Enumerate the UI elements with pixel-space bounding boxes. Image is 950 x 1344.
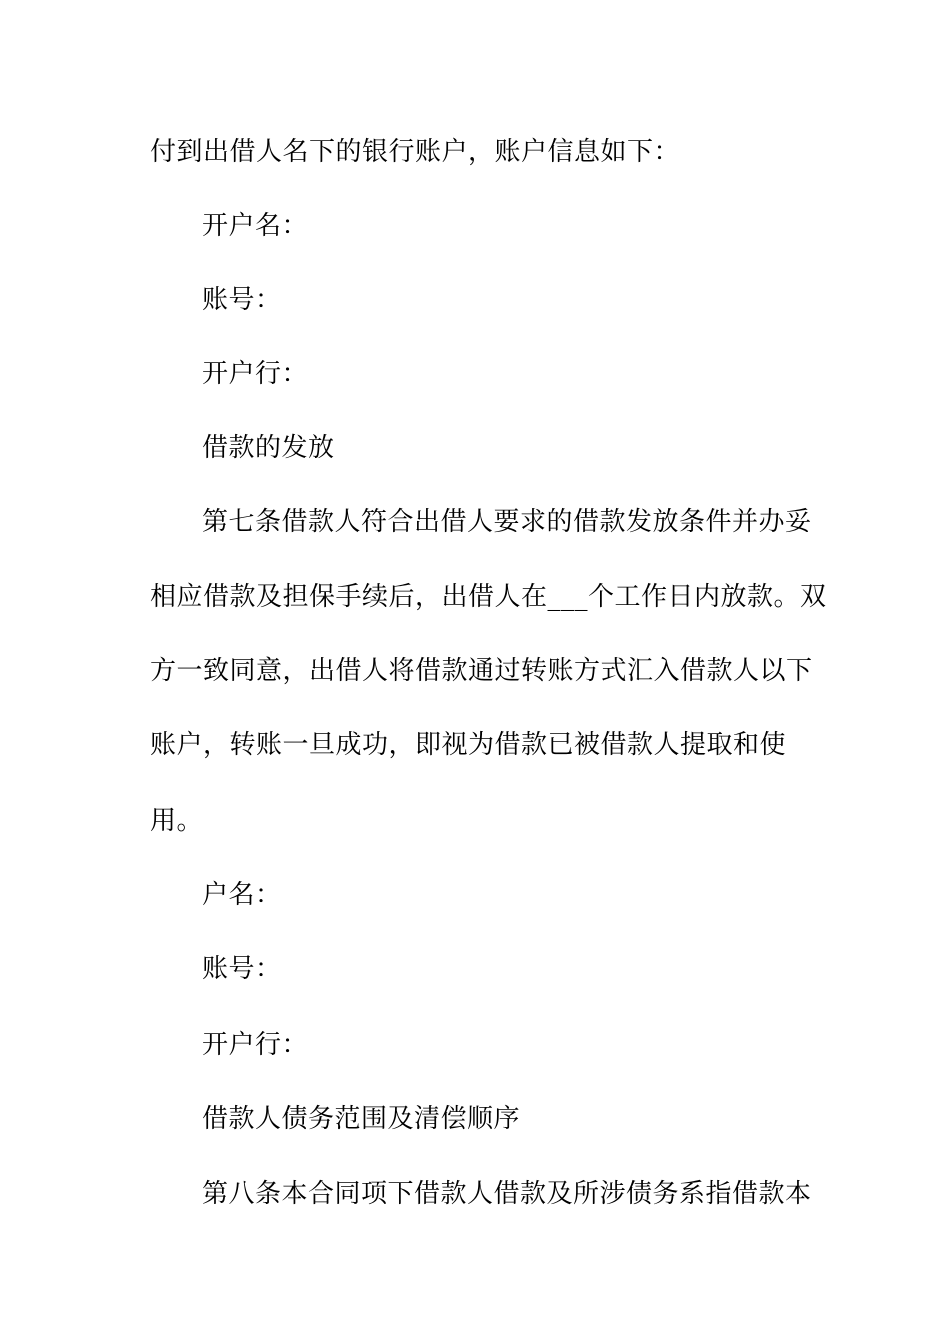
article-7-line-3: 方一致同意，出借人将借款通过转账方式汇入借款人以下 bbox=[150, 656, 813, 686]
article-8-line-1: 第八条本合同项下借款人借款及所涉债务系指借款本 bbox=[202, 1179, 812, 1209]
field-label-holder-name: 户名： bbox=[202, 880, 282, 910]
article-7-line-5: 用。 bbox=[150, 806, 204, 836]
section-heading-debt-scope: 借款人债务范围及清偿顺序 bbox=[202, 1104, 521, 1134]
section-heading-disbursement: 借款的发放 bbox=[202, 433, 335, 463]
field-label-bank: 开户行： bbox=[202, 359, 309, 389]
field-label-bank-2: 开户行： bbox=[202, 1030, 309, 1060]
paragraph-continuation: 付到出借人名下的银行账户，账户信息如下： bbox=[150, 137, 681, 167]
field-label-account-number-2: 账号： bbox=[202, 954, 282, 984]
field-label-account-number: 账号： bbox=[202, 285, 282, 315]
article-7-line-4: 账户，转账一旦成功，即视为借款已被借款人提取和使 bbox=[150, 730, 787, 760]
article-7-line-2: 相应借款及担保手续后，出借人在___个工作日内放款。双 bbox=[150, 582, 827, 612]
article-7-line-1: 第七条借款人符合出借人要求的借款发放条件并办妥 bbox=[202, 507, 812, 537]
field-label-account-name: 开户名： bbox=[202, 211, 309, 241]
